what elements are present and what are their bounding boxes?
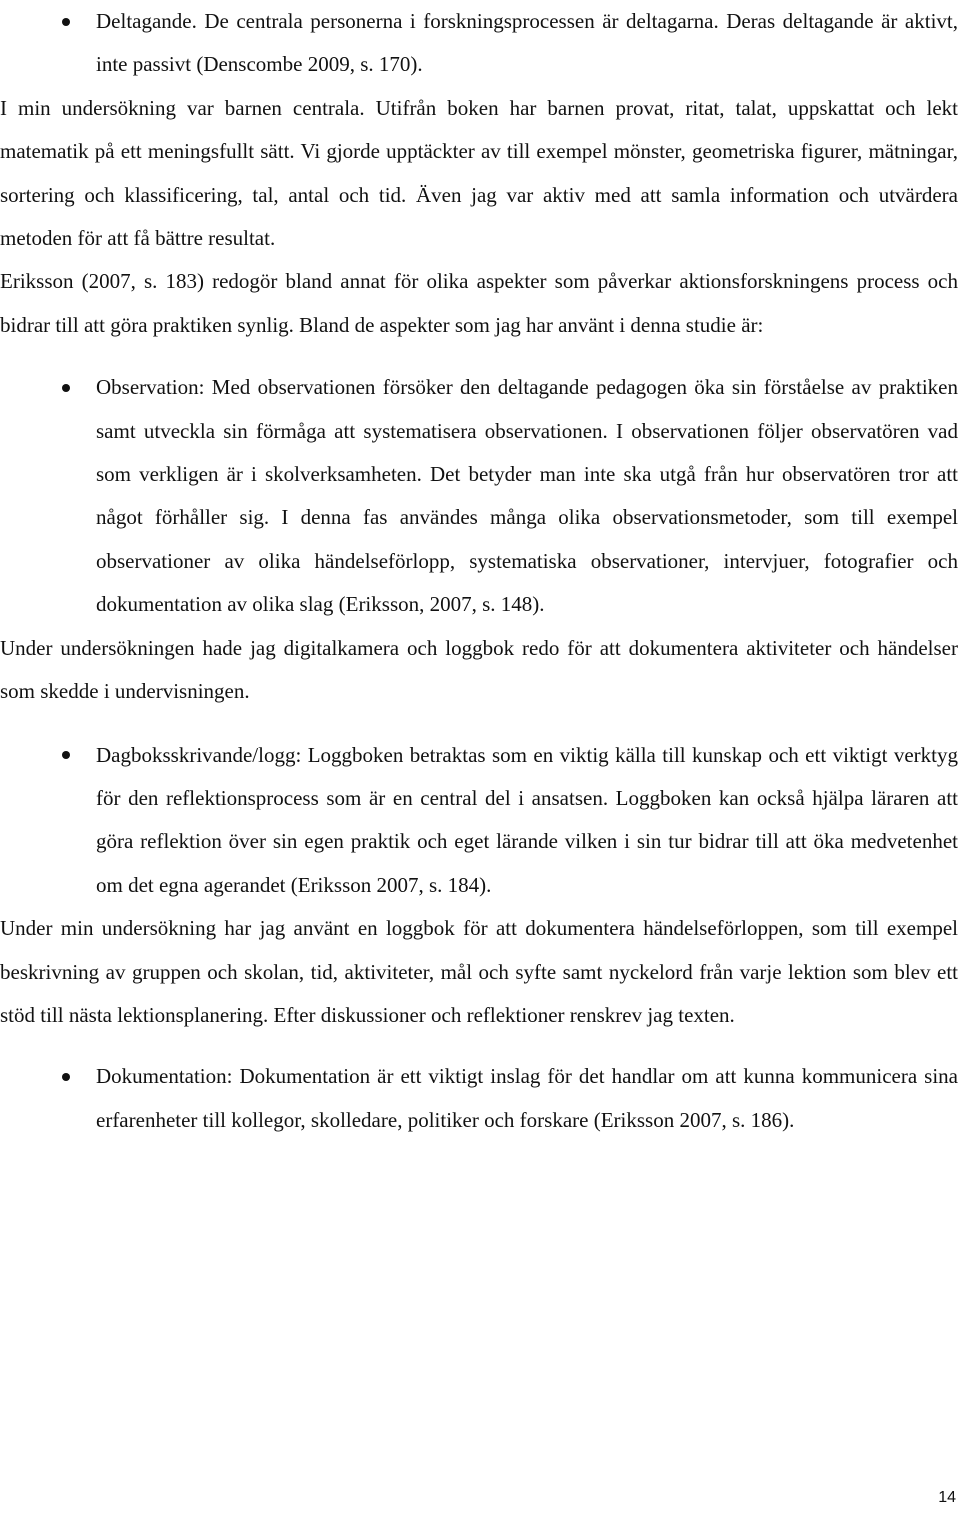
bullet-dagbok — [0, 734, 958, 908]
paragraph-loggbok: Under min undersökning har jag använt en loggbok för att dokumentera händelseförloppen, som till exempel beskrivning av gruppen och skolan, tid, aktiviteter, mål och syfte samt nyckelord från varje lektion som blev ett stöd till nästa lektionsplanering. Efter diskussioner och reflektioner renskrev jag texten. — [0, 916, 958, 1027]
bullet-icon — [56, 0, 76, 43]
bullet-icon — [56, 734, 76, 777]
bullet-icon — [56, 366, 76, 409]
bullet-dokumentation — [0, 1055, 958, 1142]
bullet-observation — [0, 366, 958, 626]
paragraph-eriksson-aspekter: Eriksson (2007, s. 183) redogör bland annat för olika aspekter som påverkar aktionsforskningens process och bidrar till att göra praktiken synlig. Bland de aspekter som jag har använt i denna studie är: — [0, 269, 958, 337]
bullet-text: Deltagande. De centrala personerna i forskningsprocessen är deltagarna. Deras deltagande är aktivt, inte passivt (Denscombe 2009, s. 170). — [96, 9, 958, 77]
bullet-icon — [56, 1055, 76, 1098]
page-number: 14 — [938, 1489, 956, 1506]
bullet-text: Dagboksskrivande/logg: Loggboken betraktas som en viktig källa till kunskap och ett viktigt verktyg för den reflektionsprocess som är en central del i ansatsen. Loggboken kan också hjälpa läraren att göra reflektion över sin egen praktik och eget lärande vilken i sin tur bidrar till att öka medvetenhet om det egna agerandet (Eriksson 2007, s. 184). — [96, 742, 958, 897]
bullet-text: Dokumentation: Dokumentation är ett viktigt inslag för det handlar om att kunna kommunicera sina erfarenheter till kollegor, skolledare, politiker och forskare (Eriksson 2007, s. 186). — [96, 1064, 958, 1132]
paragraph-barnen-centrala: I min undersökning var barnen centrala. Utifrån boken har barnen provat, ritat, talat, uppskattat och lekt matematik på ett meningsfullt sätt. Vi gjorde upptäckter av till exempel mönster, geometriska figurer, mätningar, sortering och klassificering, tal, antal och tid. Även jag var aktiv med att samla information och utvärdera metoden för att få bättre resultat. — [0, 95, 958, 251]
bullet-deltagande — [0, 0, 958, 87]
paragraph-digitalkamera: Under undersökningen hade jag digitalkamera och loggbok redo för att dokumentera aktiviteter och händelser som skedde i undervisningen. — [0, 635, 958, 704]
bullet-text: Observation: Med observationen försöker den deltagande pedagogen öka sin förståelse av praktiken samt utveckla sin förmåga att systematisera observationen. I observationen följer observatören vad som verkligen är i skolverksamheten. Det betyder man inte ska utgå från hur observatören tror att något förhåller sig. I denna fas användes många olika observationsmetoder, som till exempel observationer av olika händelseförlopp, systematiska observationer, intervjuer, fotografier och dokumentation av olika slag (Eriksson, 2007, s. 148). — [96, 375, 958, 617]
